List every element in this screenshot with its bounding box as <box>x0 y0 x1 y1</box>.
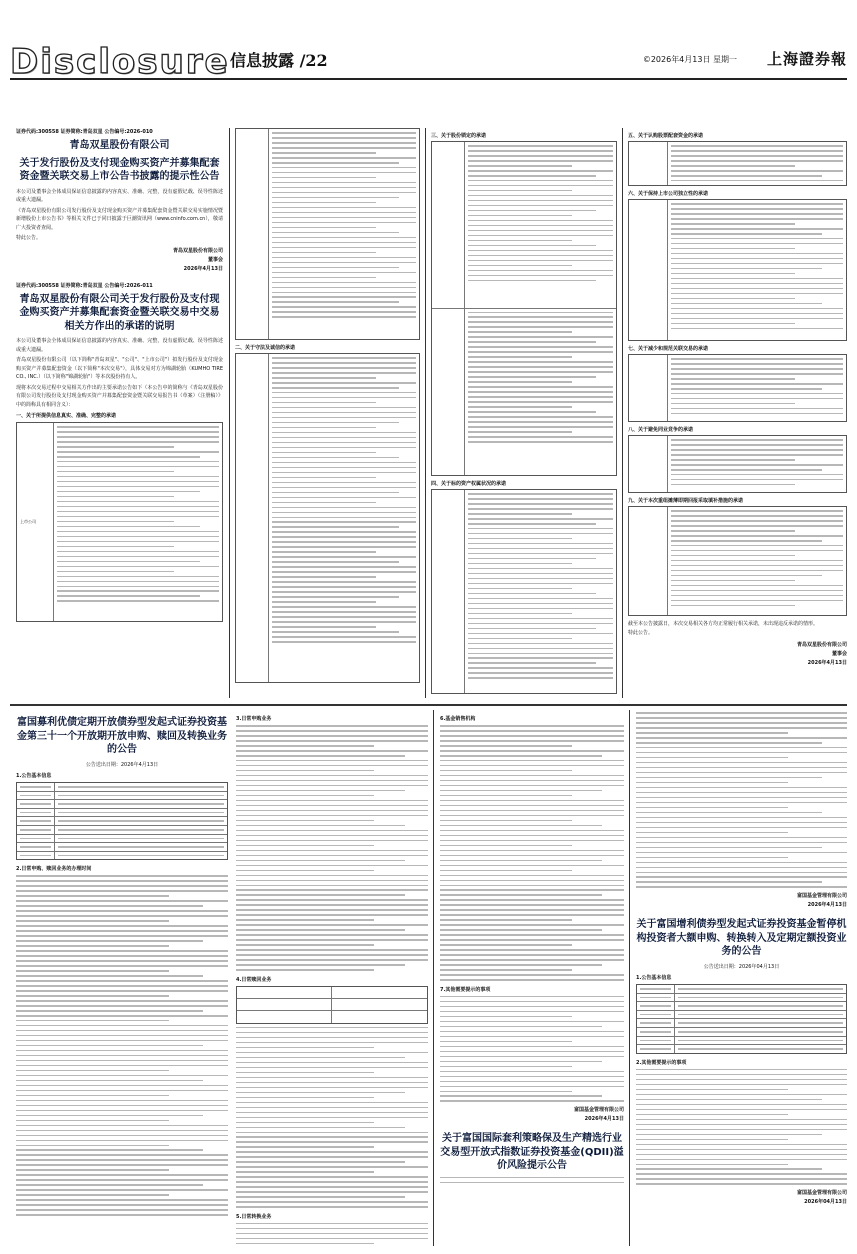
column-divider <box>433 710 434 1246</box>
row-label: 上市公司 <box>17 423 54 621</box>
row-label <box>236 354 269 682</box>
row-content <box>668 200 846 340</box>
table-row <box>432 309 616 476</box>
signature-date: 2026年4月13日 <box>807 660 847 666</box>
row-content <box>668 355 846 421</box>
text-block <box>636 712 847 888</box>
signer: 富国基金管理有限公司 <box>796 893 847 900</box>
table-row <box>637 1037 846 1046</box>
signature-block <box>636 892 847 910</box>
announcement-title: 关于富国增利债券型发起式证券投资基金暂停机构投资者大额申购、转换转入及定期定额投资业务的公告 <box>636 919 847 958</box>
section-heading: 4.日常赎回业务 <box>236 976 272 983</box>
table-row <box>629 355 846 421</box>
table-row <box>17 826 227 835</box>
row-label <box>629 200 668 340</box>
commitment-table <box>431 489 617 694</box>
fund-announcement-sales <box>440 712 624 1248</box>
row-label <box>17 792 55 800</box>
announcement-body: 《青岛双星股份有限公司发行股份及支付现金购买资产并募集配套资金暨关联交易实施情况暨新增股份上市公告书》等相关文件已于同日披露于巨潮资讯网（www.cninfo.com.cn），敬请广大投资者查阅。 <box>16 207 223 231</box>
row-label <box>637 1011 675 1019</box>
commitment-table <box>628 141 847 186</box>
section-heading: 2.日常申购、赎回业务的办理时间 <box>16 866 92 873</box>
commitment-table <box>235 128 420 340</box>
row-content <box>54 423 222 621</box>
row-content <box>55 843 227 851</box>
row-label <box>637 1002 675 1010</box>
text-block <box>236 1027 428 1208</box>
table-row <box>237 999 427 1011</box>
row-content <box>668 507 846 615</box>
announcement-title: 富国募利优债定期开放债券型发起式证券投资基金第三十一个开放期开放申购、赎回及转换业务的公告 <box>17 717 227 755</box>
announcement-meta: 证券代码:300558 证券简称:青岛双星 公告编号:2026-010 <box>16 129 153 135</box>
row-content <box>675 1011 846 1019</box>
row-label <box>637 1037 675 1045</box>
board: 董事会 <box>207 256 223 263</box>
table-row <box>17 843 227 852</box>
column-divider <box>425 128 426 698</box>
announcement-title: 青岛双星股份有限公司关于发行股份及支付现金购买资产并募集配套资金暨关联交易中交易相关方作出的承诺的说明 <box>19 293 220 332</box>
table-row <box>637 1028 846 1037</box>
row-content <box>55 817 227 825</box>
section-heading: 5.日常转换业务 <box>236 1213 272 1220</box>
signature-date: 2026年4月13日 <box>807 902 847 909</box>
table-row <box>637 985 846 994</box>
commitment-table <box>431 141 617 476</box>
signature-block <box>440 1106 624 1124</box>
row-content <box>675 994 846 1002</box>
announcement-body: 青岛双星股份有限公司（以下简称"青岛双星"、"公司"、"上市公司"）拟发行股份及支付现金购买资产并募集配套资金（以下简称"本次交易"），具体交易对方为锦湖轮胎（KUMHO TIRE CO., INC.）（以下简称"锦湖轮胎"）等本次股份持有人。 <box>16 357 223 380</box>
section-heading: 四、关于标的资产权属状况的承诺 <box>431 481 507 487</box>
row-label <box>236 129 269 339</box>
row-content <box>675 1019 846 1027</box>
table-row <box>236 354 419 682</box>
section-heading: 七、关于减少和规范关联交易的承诺 <box>628 346 709 352</box>
row-content <box>675 1002 846 1010</box>
row-label <box>17 843 55 851</box>
row-label <box>637 1028 675 1036</box>
table-row <box>637 1002 846 1011</box>
announcement-meta: 证券代码:300558 证券简称:青岛双星 公告编号:2026-011 <box>16 282 153 289</box>
commitment-table <box>235 353 420 683</box>
table-row <box>17 783 227 792</box>
announcement-title: 关于富国国际套利策略保及生产精选行业交易型开放式指数证券投资基金(QDII)溢价风险提示公告 <box>440 1133 624 1172</box>
row-label <box>17 800 55 808</box>
row-label <box>17 826 55 834</box>
row-label <box>629 436 668 492</box>
row-content <box>668 142 846 185</box>
announcement-body: 现将本次交易过程中交易相关方作出的主要承诺公告如下（本公告中的简称与《青岛双星股份有限公司发行股份及支付现金购买资产并募集配套资金暨关联交易报告书（草案）（注册稿）》中的简称具有相同含义）： <box>16 384 223 408</box>
row-content <box>55 800 227 808</box>
row-label <box>432 490 465 693</box>
fund-info-table <box>16 782 228 860</box>
company-name: 青岛双星股份有限公司 <box>69 140 170 151</box>
signer: 青岛双星股份有限公司 <box>172 247 223 254</box>
text-block <box>236 1223 428 1248</box>
masthead <box>10 44 847 80</box>
row-content <box>675 1045 846 1053</box>
signature-block <box>636 1189 847 1207</box>
row-content <box>269 354 419 682</box>
signature-date: 2026年04月13日 <box>804 1199 847 1206</box>
table-row <box>236 129 419 339</box>
closing-text: 特此公告。 <box>16 235 42 241</box>
row-label <box>17 809 55 817</box>
column-divider <box>229 128 230 698</box>
announcement-title: 关于发行股份及支付现金购买资产并募集配套资金暨关联交易上市公告书披露的提示性公告 <box>19 157 220 182</box>
section-heading: 7.其他需要提示的事项 <box>440 986 491 993</box>
row-content <box>332 999 427 1010</box>
section-heading: 二、关于守法及诚信的承诺 <box>235 345 296 351</box>
row-label <box>17 783 55 791</box>
text-block <box>236 725 428 971</box>
table-row <box>17 835 227 844</box>
row-content <box>55 826 227 834</box>
signature-date: 2026年4月13日 <box>584 1116 624 1123</box>
commitment-table <box>16 422 223 622</box>
commitment-table <box>628 354 847 422</box>
row-label <box>629 355 668 421</box>
signature-date: 2026年4月13日 <box>183 265 223 272</box>
row-content <box>55 809 227 817</box>
fund-announcement-continued <box>236 712 428 1248</box>
row-content <box>332 1011 427 1023</box>
signature-block <box>628 641 847 668</box>
table-row <box>17 423 222 621</box>
table-row <box>432 490 616 693</box>
table-row <box>629 507 846 615</box>
table-row <box>637 1045 846 1053</box>
text-block <box>16 875 228 1216</box>
row-label <box>637 1019 675 1027</box>
row-content <box>55 783 227 791</box>
section-heading: 九、关于本次重组摊薄即期回报采取填补措施的承诺 <box>628 498 744 504</box>
table-row <box>17 852 227 860</box>
signer: 富国基金管理有限公司 <box>796 1190 847 1197</box>
row-label <box>237 987 332 998</box>
row-label <box>629 507 668 615</box>
row-content <box>55 792 227 800</box>
section-heading: 2.其他需要提示的事项 <box>636 1059 687 1066</box>
row-content <box>55 852 227 860</box>
fund-announcement <box>16 712 228 1248</box>
row-label <box>637 1045 675 1053</box>
signer: 富国基金管理有限公司 <box>573 1107 624 1114</box>
section-heading: 六、关于保持上市公司独立性的承诺 <box>628 191 709 197</box>
row-label <box>637 985 675 993</box>
table-row <box>637 1011 846 1020</box>
column-divider <box>629 710 630 1246</box>
text-block <box>440 996 624 1102</box>
text-block <box>440 725 624 981</box>
brand-logo: Disclosure <box>10 42 230 82</box>
section-heading: 1.公告基本信息 <box>636 975 672 982</box>
row-content <box>55 835 227 843</box>
signature-block <box>16 247 223 274</box>
announcement-intro: 本公司及董事会全体成员保证信息披露的内容真实、准确、完整，没有虚假记载、误导性陈述或重大遗漏。 <box>16 188 223 203</box>
row-label <box>432 142 465 308</box>
table-row <box>17 817 227 826</box>
commitment-table <box>628 435 847 493</box>
row-label <box>17 817 55 825</box>
table-row <box>637 1019 846 1028</box>
closing-text: 特此公告。 <box>628 629 654 636</box>
issue-date: ©2026年4月13日 星期一 <box>642 55 737 64</box>
table-row <box>17 809 227 818</box>
table-row <box>637 994 846 1003</box>
section-divider <box>10 704 847 706</box>
table-row <box>237 1011 427 1023</box>
row-label <box>237 999 332 1010</box>
commitment-column-3 <box>431 128 617 698</box>
announcement-date: 公告送出日期：2026年4月13日 <box>85 761 159 768</box>
row-content <box>675 985 846 993</box>
commitment-column-4 <box>628 128 847 698</box>
row-label <box>17 835 55 843</box>
announcement-date: 公告送出日期：2026年04月13日 <box>703 963 780 970</box>
board: 董事会 <box>831 651 847 657</box>
section-heading: 3.日常申购业务 <box>236 716 272 722</box>
row-label <box>637 994 675 1002</box>
text-block <box>636 1069 847 1185</box>
section-heading: 五、关于认购股票配套资金的承诺 <box>628 133 704 139</box>
table-row <box>629 200 846 340</box>
text-block <box>440 1177 624 1184</box>
row-label <box>432 309 465 476</box>
newspaper-name: 上海證券報 <box>766 50 847 68</box>
commitment-column-2 <box>235 128 420 698</box>
commitment-table <box>628 506 847 616</box>
table-row <box>17 800 227 809</box>
section-heading: 八、关于避免同业竞争的承诺 <box>628 427 694 433</box>
fund-announcement-right <box>636 712 847 1248</box>
commitment-table <box>628 199 847 341</box>
row-label <box>629 142 668 185</box>
section-title: 信息披露 /22 <box>230 51 328 70</box>
signer: 青岛双星股份有限公司 <box>796 642 847 648</box>
row-content <box>668 436 846 492</box>
column-divider <box>622 128 623 698</box>
table-row <box>629 142 846 185</box>
closing-paragraph: 截至本公告披露日，本次交易相关各方均正常履行相关承诺，未出现违反承诺的情形。 <box>628 621 819 627</box>
row-label <box>17 852 55 860</box>
row-content <box>675 1037 846 1045</box>
section-heading: 一、关于所提供信息真实、准确、完整的承诺 <box>16 413 117 419</box>
section-heading: 三、关于股份锁定的承诺 <box>431 133 487 139</box>
fund-info-table <box>636 984 847 1054</box>
table-row <box>432 142 616 309</box>
row-label <box>237 1011 332 1023</box>
table-row <box>237 987 427 999</box>
row-content <box>269 129 419 339</box>
row-content <box>465 309 616 476</box>
row-content <box>465 142 616 308</box>
announcement-listing <box>16 128 223 698</box>
announcement-intro: 本公司及董事会全体成员保证信息披露的内容真实、准确、完整，没有虚假记载、误导性陈述或重大遗漏。 <box>16 338 223 353</box>
row-content <box>465 490 616 693</box>
table-row <box>629 436 846 492</box>
section-heading: 1.公告基本信息 <box>16 773 52 779</box>
section-heading: 6.基金销售机构 <box>440 716 476 722</box>
redemption-fee-table <box>236 986 428 1024</box>
row-content <box>675 1028 846 1036</box>
row-content <box>332 987 427 998</box>
table-row <box>17 792 227 801</box>
